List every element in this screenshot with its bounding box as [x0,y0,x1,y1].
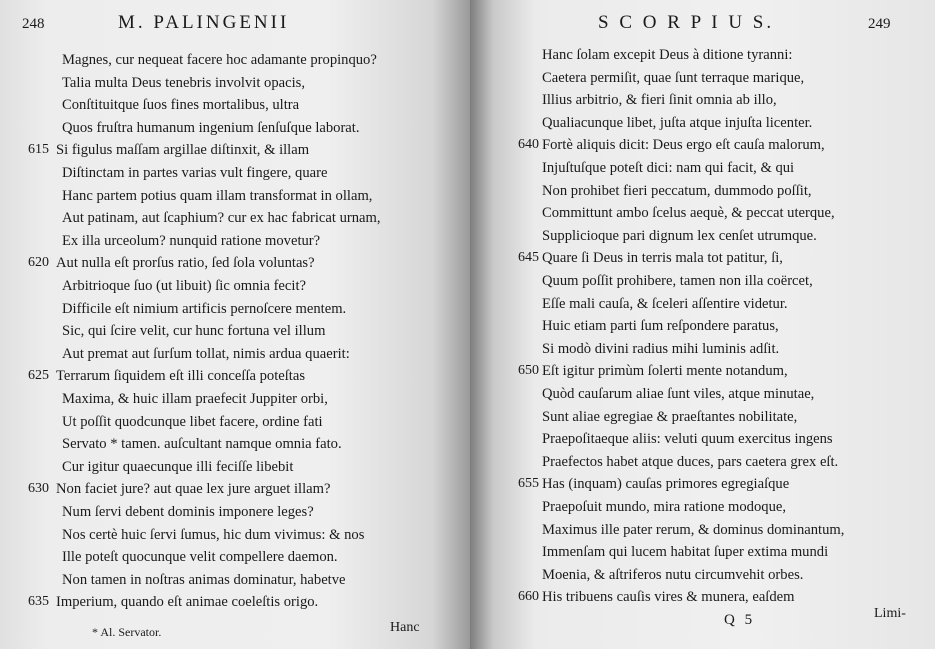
line-number: 640 [518,137,539,153]
running-header: S C O R P I U S. [598,12,775,33]
page-number: 248 [22,16,45,32]
verse-line: Caetera permiſit, quae ſunt terraque marique, [542,69,805,86]
verse-line: Conſtituitque ſuos fines mortalibus, ultra [62,97,300,114]
verse-line: Magnes, cur nequeat facere hoc adamante propinquo? [62,52,377,68]
running-header: M. PALINGENII [118,12,290,33]
verse-line: Cur igitur quaecunque illi feciſſe libebit [62,458,294,475]
verse-line: Quare ſi Deus in terris mala tot patitur, ſi, [542,250,783,267]
verse-line: Supplicioque pari dignum lex cenſet utrumque. [542,227,817,244]
verse-line: Aut nulla eſt prorſus ratio, ſed ſola voluntas? [56,255,315,272]
line-number: 630 [28,481,49,497]
verse-line: Ex illa urceolum? nunquid ratione movetur? [62,232,321,249]
line-number: 645 [518,250,539,266]
verse-line: Sic, qui ſcire velit, cur hunc fortuna vel illum [62,323,326,340]
verse-line: Praepoſitaeque aliis: veluti quum exercitus ingens [542,431,833,448]
verse-line: Injuſtuſque poteſt dici: nam qui facit, & qui [542,160,795,176]
verse-line: Non prohibet fieri peccatum, dummodo poſſit, [542,182,812,199]
verse-line: Eſt igitur primùm ſolerti mente notandum, [542,363,788,380]
line-number: 650 [518,363,539,379]
verse-line: Imperium, quando eſt animae coeleſtis origo. [56,594,319,611]
verse-line: Fortè aliquis dicit: Deus ergo eſt cauſa malorum, [542,137,825,154]
line-number: 635 [28,594,49,610]
page-number: 249 [868,16,891,32]
verse-line: Hanc ſolam excepit Deus à ditione tyranni: [542,47,793,63]
catchword: Hanc [390,620,420,635]
verse-line: Praepoſuit mundo, mira ratione modoque, [542,499,786,515]
verse-line: Difficile eſt nimium artificis pernoſcere mentem. [62,300,347,317]
catchword: Limi- [874,606,906,621]
line-number: 615 [28,142,49,158]
verse-line: Ut poſſit quodcunque libet facere, ordine fati [62,413,323,430]
verse-line: Hanc partem potius quam illam transformat in ollam, [62,187,373,204]
verse-line: Illius arbitrio, & fieri ſinit omnia ab illo, [542,92,777,109]
verse-line: Non faciet jure? aut quae lex jure arguet illam? [56,481,331,498]
verse-line: Maximus ille pater rerum, & dominus dominantum, [542,521,845,538]
verse-line: Committunt ambo ſcelus aequè, & peccat uterque, [542,205,835,222]
verse-line: Aut patinam, aut ſcaphium? cur ex hac fabricat urnam, [62,210,381,227]
verse-line: Moenia, & aſtriferos nutu circumvehit orbes. [542,566,804,583]
line-number: 660 [518,589,539,605]
verse-line: Talia multa Deus tenebris involvit opacis, [62,74,305,91]
verse-line: Diſtinctam in partes varias vult fingere, quare [62,165,328,181]
line-number: 625 [28,368,49,384]
verse-line: Nos certè huic ſervi ſumus, hic dum vivimus: & nos [62,526,365,543]
verse-line: Qualiacunque libet, juſta atque injuſta licenter. [542,114,813,131]
right-page [470,0,935,649]
verse-line: Quos fruſtra humanum ingenium ſenſuſque laborat. [62,119,360,136]
verse-line: Maxima, & huic illam praefecit Juppiter orbi, [62,391,328,407]
verse-line: Si figulus maſſam argillae diſtinxit, & illam [56,142,310,159]
verse-line: Huic etiam parti ſum reſpondere paratus, [542,318,779,335]
verse-line: Ille poteſt quocunque velit compellere daemon. [62,549,338,566]
line-number: 620 [28,255,49,271]
footnote: * Al. Servator. [92,625,162,639]
verse-line: Si modò divini radius mihi luminis adſit. [542,340,780,357]
verse-line: Praefectos habet atque duces, pars caetera grex eſt. [542,453,839,470]
line-number: 655 [518,476,539,492]
verse-line: Num ſervi debent dominis imponere leges? [62,504,314,520]
verse-line: Quum poſſit prohibere, tamen non illa coërcet, [542,273,813,289]
verse-line: Has (inquam) cauſas primores egregiaſque [542,476,790,493]
verse-line: Terrarum ſiquidem eſt illi conceſſa poteſtas [56,368,306,385]
verse-line: Servato * tamen. auſcultant namque omnia fato. [62,436,342,453]
signature-mark: Q 5 [724,612,756,628]
verse-line: His tribuens cauſis vires & munera, eaſdem [542,589,795,606]
verse-line: Eſſe mali cauſa, & ſceleri aſſentire videtur. [542,295,788,312]
verse-line: Sunt aliae egregiae & praeſtantes nobilitate, [542,408,798,425]
verse-line: Aut premat aut ſurſum tollat, nimis ardua quaerit: [62,345,350,362]
verse-line: Quòd cauſarum aliae ſunt viles, atque minutae, [542,386,815,402]
verse-line: Arbitrioque ſuo (ut libuit) ſic omnia fecit? [62,278,306,294]
verse-line: Immenſam qui lucem habitat ſuper extima mundi [542,544,829,561]
verse-line: Non tamen in noſtras animas dominatur, habetve [62,571,346,588]
